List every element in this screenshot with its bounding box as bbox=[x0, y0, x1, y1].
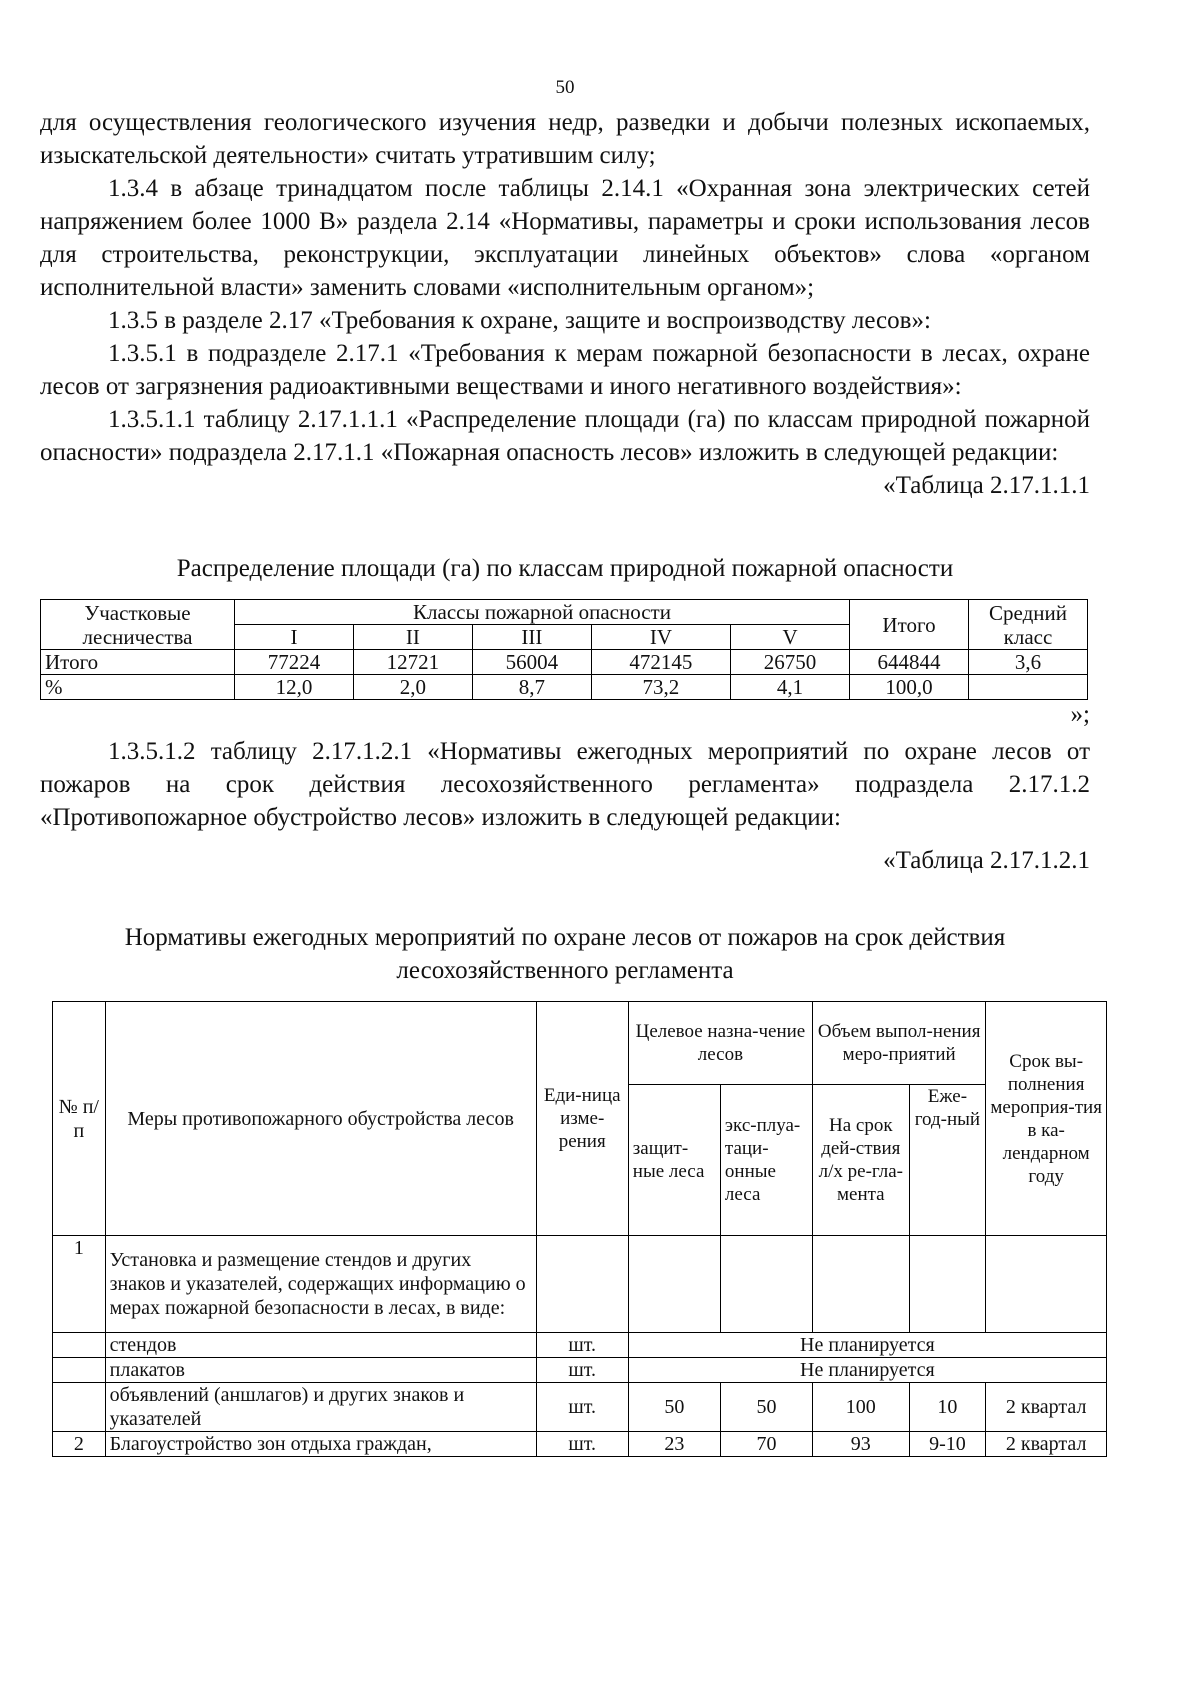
header-volume: Объем выпол-нения меро-приятий bbox=[813, 1002, 986, 1085]
header-purpose: Целевое назна-чение лесов bbox=[628, 1002, 812, 1085]
class-label: II bbox=[353, 625, 472, 650]
class-label: III bbox=[472, 625, 591, 650]
header-classes: Классы пожарной опасности bbox=[235, 600, 850, 625]
paragraph-1-3-5-1-2: 1.3.5.1.2 таблицу 2.17.1.2.1 «Нормативы ежегодных мероприятий по охране лесов от пожаров на срок действия лесохозяйственного регламента» подраздела 2.17.1.2 «Противопожарное обустройство лесов» изложить в следующей редакции: bbox=[40, 738, 1090, 831]
table1-caption: Распределение площади (га) по классам природной пожарной опасности bbox=[176, 555, 954, 582]
header-forestry: Участковые лесничества bbox=[41, 600, 235, 650]
header-measures: Меры противопожарного обустройства лесов bbox=[105, 1002, 536, 1236]
paragraph-1-3-5-1-1: 1.3.5.1.1 таблицу 2.17.1.1.1 «Распределение площади (га) по классам природной пожарной опасности» подраздела 2.17.1.1 «Пожарная опасность лесов» изложить в следующей редакции: bbox=[40, 406, 1090, 466]
table2-caption: Нормативы ежегодных мероприятий по охране лесов от пожаров на срок действия лесохозяйственного регламента bbox=[124, 924, 1006, 984]
paragraph-1-3-5: 1.3.5 в разделе 2.17 «Требования к охране, защите и воспроизводству лесов»: bbox=[108, 307, 931, 334]
table1-closing-quote: »; bbox=[1070, 701, 1090, 728]
header-avg-class: Средний класс bbox=[969, 600, 1088, 650]
table1-label: «Таблица 2.17.1.1.1 bbox=[883, 472, 1090, 499]
class-label: V bbox=[731, 625, 850, 650]
table-row: стендов шт. Не планируется bbox=[53, 1333, 1107, 1358]
page-number: 50 bbox=[555, 77, 575, 98]
fire-measures-table bbox=[52, 1001, 1107, 1457]
class-label: IV bbox=[591, 625, 730, 650]
table-row: % 12,0 2,0 8,7 73,2 4,1 100,0 bbox=[41, 675, 1088, 700]
header-period: На срок дей-ствия л/х ре-гла-мента bbox=[813, 1085, 910, 1236]
paragraph-1-3-5-1: 1.3.5.1 в подразделе 2.17.1 «Требования к мерам пожарной безопасности в лесах, охране лесов от загрязнения радиоактивными веществами и иного негативного воздействия»: bbox=[40, 340, 1090, 400]
table-row: 1 Установка и размещение стендов и других знаков и указателей, содержащих информацию о мерах пожарной безопасности в лесах, в виде: bbox=[53, 1236, 1107, 1333]
table-row: объявлений (аншлагов) и других знаков и указателей шт. 50 50 100 10 2 квартал bbox=[53, 1383, 1107, 1432]
header-term: Срок вы-полнения мероприя-тия в ка-лендарном году bbox=[986, 1002, 1107, 1236]
header-total: Итого bbox=[850, 600, 969, 650]
fire-class-table bbox=[40, 599, 1088, 700]
table-row: 2 Благоустройство зон отдыха граждан, шт. 23 70 93 9-10 2 квартал bbox=[53, 1432, 1107, 1457]
header-protective: защит-ные леса bbox=[628, 1085, 720, 1236]
table-row: Итого 77224 12721 56004 472145 26750 644844 3,6 bbox=[41, 650, 1088, 675]
paragraph-1-3-4: 1.3.4 в абзаце тринадцатом после таблицы 2.14.1 «Охранная зона электрических сетей напряжением более 1000 В» раздела 2.14 «Нормативы, параметры и сроки использования лесов для строительства, реконструкции, эксплуатации линейных объектов» слова «органом исполнительной власти» заменить словами «исполнительным органом»; bbox=[40, 175, 1090, 301]
table-row: плакатов шт. Не планируется bbox=[53, 1358, 1107, 1383]
paragraph-1: для осуществления геологического изучения недр, разведки и добычи полезных ископаемых, изыскательской деятельности» считать утратившим силу; bbox=[40, 109, 1090, 169]
header-num: № п/п bbox=[53, 1002, 106, 1236]
header-unit: Еди-ница изме-рения bbox=[536, 1002, 628, 1236]
table2-label: «Таблица 2.17.1.2.1 bbox=[883, 847, 1090, 874]
header-annual: Еже-год-ный bbox=[909, 1085, 986, 1236]
class-label: I bbox=[235, 625, 354, 650]
header-exploitation: экс-плуа-таци-онные леса bbox=[720, 1085, 812, 1236]
